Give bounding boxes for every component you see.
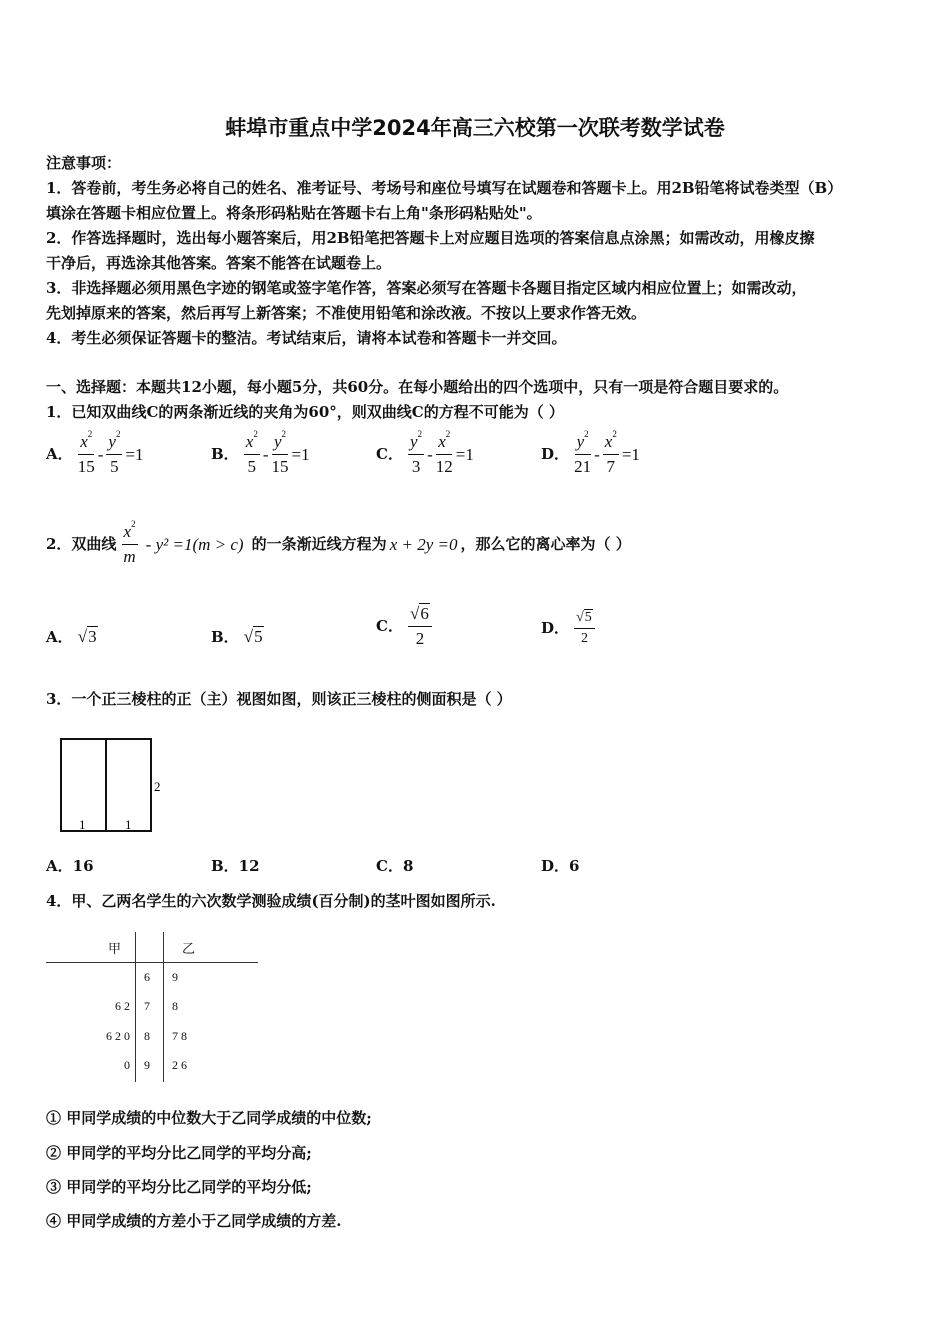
right-leaves: 9 bbox=[172, 970, 178, 984]
header-yi: 乙 bbox=[182, 942, 196, 957]
q2-option-b: B． √5 bbox=[211, 627, 263, 646]
fraction: $\frac{√5}{2}$ bbox=[574, 610, 595, 647]
statement-2: ② 甲同学的平均分比乙同学的平均分高; bbox=[46, 1144, 312, 1162]
fraction: $\frac{y^2}{5}$ bbox=[108, 429, 121, 476]
fraction: $\frac{x^2}{15}$ bbox=[77, 429, 95, 476]
q2-option-a: A． √3 bbox=[46, 627, 97, 646]
notice-line: 3．非选择题必须用黑色字迹的钢笔或签字笔作答，答案必须写在答题卡各题目指定区域内相应位置上；如需改动， bbox=[46, 279, 807, 297]
notice-line: 4．考生必须保证答题卡的整洁。考试结束后，请将本试卷和答题卡一并交回。 bbox=[46, 329, 567, 347]
q1-option-c: C． $\frac{y^2}{3}$ - $\frac{x^2}{12}$ =1 bbox=[376, 429, 474, 476]
fraction: $\frac{x^2}{m}$ bbox=[123, 519, 136, 566]
fraction: $\frac{x^2}{12}$ bbox=[435, 429, 453, 476]
width-label-left: 1 bbox=[79, 817, 86, 832]
right-leaves: 7 8 bbox=[172, 1029, 187, 1043]
stem-leaf-plot bbox=[46, 932, 258, 1082]
fraction: $\frac{√6}{2}$ bbox=[408, 604, 432, 649]
stem-value: 9 bbox=[144, 1058, 150, 1072]
fraction: $\frac{y^2}{3}$ bbox=[410, 429, 423, 476]
option-label: D． bbox=[541, 445, 570, 463]
question-4-stem: 4．甲、乙两名学生的六次数学测验成绩(百分制)的茎叶图如图所示. bbox=[46, 892, 496, 910]
notice-line: 填涂在答题卡相应位置上。将条形码粘贴在答题卡右上角"条形码粘贴处"。 bbox=[46, 204, 542, 222]
fraction: $\frac{x^2}{5}$ bbox=[245, 429, 258, 476]
notice-line: 2．作答选择题时，选出每小题答案后，用2B铅笔把答题卡上对应题目选项的答案信息点涂黑；如需改动，用橡皮擦 bbox=[46, 229, 815, 247]
notice-heading: 注意事项： bbox=[46, 154, 122, 172]
left-leaves: 6 2 0 bbox=[106, 1029, 130, 1043]
question-2-stem: 2．双曲线 $\frac{x^2}{m}$ - y² =1(m > c) 的一条渐近线方程为 x + 2y =0 ，那么它的离心率为（ ） bbox=[46, 519, 631, 566]
q1-option-a: A． $\frac{x^2}{15}$ - $\frac{y^2}{5}$ =1 bbox=[46, 429, 144, 476]
option-label: B． bbox=[211, 445, 239, 463]
fraction: $\frac{x^2}{7}$ bbox=[604, 429, 617, 476]
horizontal-rule bbox=[46, 962, 258, 963]
question-1-stem: 1．已知双曲线C的两条渐近线的夹角为60°，则双曲线C的方程不可能为（ ） bbox=[46, 403, 564, 421]
statement-1: ① 甲同学成绩的中位数大于乙同学成绩的中位数; bbox=[46, 1109, 372, 1127]
stem-value: 7 bbox=[144, 999, 150, 1013]
right-leaves: 2 6 bbox=[172, 1058, 187, 1072]
width-label-right: 1 bbox=[125, 817, 132, 832]
fraction: $\frac{y^2}{15}$ bbox=[271, 429, 289, 476]
left-leaves: 0 bbox=[124, 1058, 130, 1072]
question-3-stem: 3．一个正三棱柱的正（主）视图如图，则该正三棱柱的侧面积是（ ） bbox=[46, 690, 512, 708]
sqrt: √5 bbox=[243, 627, 263, 646]
section-heading: 一、选择题：本题共12小题，每小题5分，共60分。在每小题给出的四个选项中，只有一项是符合题目要求的。 bbox=[46, 378, 789, 396]
header-jia: 甲 bbox=[108, 942, 122, 957]
stem-value: 8 bbox=[144, 1029, 150, 1043]
q3-option-a: A．16 bbox=[46, 857, 94, 875]
page-title: 蚌埠市重点中学2024年高三六校第一次联考数学试卷 bbox=[225, 116, 725, 140]
option-label: A． bbox=[46, 445, 73, 463]
q3-option-c: C．8 bbox=[376, 857, 414, 875]
q2-option-c: C． $\frac{√6}{2}$ bbox=[376, 604, 432, 649]
q1-option-b: B． $\frac{x^2}{5}$ - $\frac{y^2}{15}$ =1 bbox=[211, 429, 310, 476]
q1-option-d: D． $\frac{y^2}{21}$ - $\frac{x^2}{7}$ =1 bbox=[541, 429, 640, 476]
height-label: 2 bbox=[154, 779, 161, 794]
notice-line: 干净后，再选涂其他答案。答案不能答在试题卷上。 bbox=[46, 254, 392, 272]
statement-3: ③ 甲同学的平均分比乙同学的平均分低; bbox=[46, 1178, 312, 1196]
q2-option-d: D． $\frac{√5}{2}$ bbox=[541, 610, 595, 647]
notice-line: 先划掉原来的答案，然后再写上新答案；不准使用铅笔和涂改液。不按以上要求作答无效。 bbox=[46, 304, 647, 322]
right-divider bbox=[163, 932, 164, 1082]
notice-line: 1．答卷前，考生务必将自己的姓名、准考证号、考场号和座位号填写在试题卷和答题卡上。用2B铅笔将试卷类型（B） bbox=[46, 179, 843, 197]
right-leaves: 8 bbox=[172, 999, 178, 1013]
left-leaves: 6 2 bbox=[115, 999, 130, 1013]
fraction: $\frac{y^2}{21}$ bbox=[574, 429, 592, 476]
left-divider bbox=[135, 932, 136, 1082]
sqrt: √3 bbox=[77, 627, 97, 646]
option-label: C． bbox=[376, 445, 403, 463]
prism-front-view-figure bbox=[55, 733, 175, 838]
q3-option-d: D．6 bbox=[541, 857, 580, 875]
statement-4: ④ 甲同学成绩的方差小于乙同学成绩的方差. bbox=[46, 1212, 342, 1230]
stem-value: 6 bbox=[144, 970, 150, 984]
q3-option-b: B．12 bbox=[211, 857, 260, 875]
